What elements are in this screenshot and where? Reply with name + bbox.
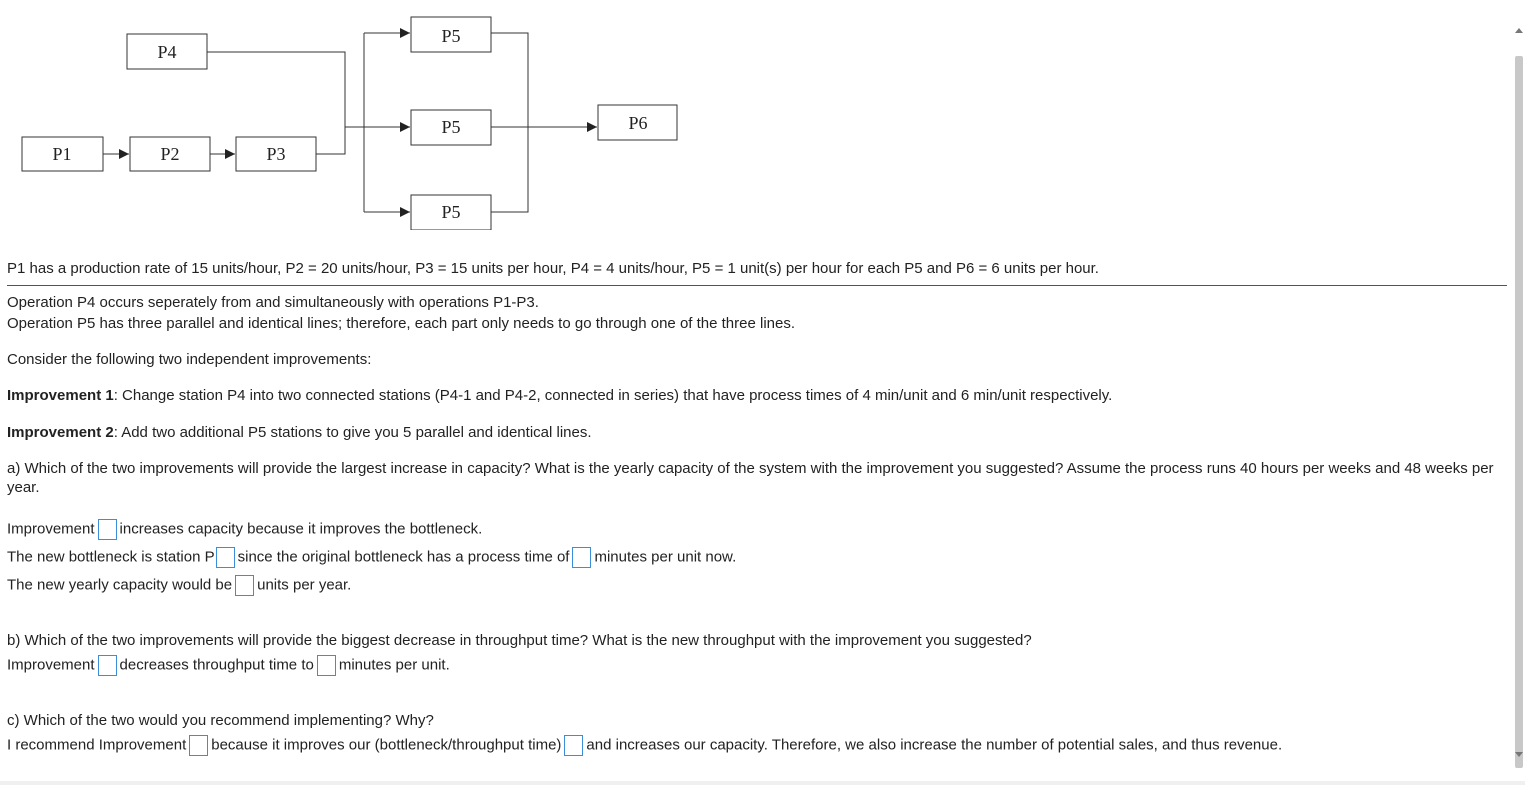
label-p2: P2 bbox=[160, 144, 180, 164]
question-a: a) Which of the two improvements will provide the largest increase in capacity? What is the yearly capacity of the system with the improvement you suggested? Assume the process runs 40 hours per weeks and 48 weeks per year. bbox=[7, 460, 1494, 496]
label-p4: P4 bbox=[157, 42, 177, 62]
label-p1: P1 bbox=[52, 144, 72, 164]
divider bbox=[7, 285, 1507, 286]
answer-a-line-2 bbox=[7, 547, 736, 568]
answer-b-post: minutes per unit. bbox=[338, 656, 450, 674]
recommend-improvement-input[interactable] bbox=[189, 735, 208, 756]
answer-b-pre: Improvement bbox=[7, 656, 95, 674]
label-p5-bot: P5 bbox=[441, 202, 461, 222]
answer-a-line-3 bbox=[7, 575, 351, 596]
scroll-down-icon[interactable] bbox=[1515, 752, 1523, 757]
answer-b-mid: decreases throughput time to bbox=[119, 656, 314, 674]
connector-p4 bbox=[207, 52, 345, 127]
answer-a-l3-post: units per year. bbox=[257, 576, 352, 594]
connector-p3 bbox=[316, 127, 345, 154]
throughput-time-input[interactable] bbox=[317, 655, 336, 676]
improvement-1 bbox=[7, 386, 1112, 405]
yearly-capacity-input[interactable] bbox=[235, 575, 254, 596]
join-p5-top bbox=[491, 33, 528, 212]
label-p5-top: P5 bbox=[441, 26, 461, 46]
answer-a-l2-mid: since the original bottleneck has a process time of bbox=[237, 548, 570, 566]
bottom-edge bbox=[0, 781, 1525, 785]
scroll-thumb[interactable] bbox=[1515, 56, 1523, 768]
answer-a-l2-pre: The new bottleneck is station P bbox=[7, 548, 215, 566]
answer-c-line bbox=[7, 735, 1282, 756]
answer-a-l1-post: increases capacity because it improves the bottleneck. bbox=[119, 520, 483, 538]
answer-c-mid: because it improves our (bottleneck/throughput time) bbox=[211, 736, 562, 754]
improvement-2-text: : Add two additional P5 stations to give you 5 parallel and identical lines. bbox=[113, 424, 592, 441]
rates-text: P1 has a production rate of 15 units/hour, P2 = 20 units/hour, P3 = 15 units per hour, P4 = 4 units/hour, P5 = 1 unit(s) per hour for each P5 and P6 = 6 units per hour. bbox=[7, 260, 1099, 277]
original-bottleneck-time-input[interactable] bbox=[572, 547, 591, 568]
answer-a-l3-pre: The new yearly capacity would be bbox=[7, 576, 233, 594]
bottleneck-throughput-input[interactable] bbox=[564, 735, 583, 756]
answer-a-l2-post: minutes per unit now. bbox=[594, 548, 737, 566]
answer-a-line-1 bbox=[7, 519, 482, 540]
answer-c-post: and increases our capacity. Therefore, we also increase the number of potential sales, and thus revenue. bbox=[586, 736, 1283, 754]
answer-c-pre: I recommend Improvement bbox=[7, 736, 187, 754]
answer-improvement-capacity-input[interactable] bbox=[98, 519, 117, 540]
note-p5: Operation P5 has three parallel and identical lines; therefore, each part only needs to go through one of the three lines. bbox=[7, 315, 796, 332]
note-p4: Operation P4 occurs seperately from and simultaneously with operations P1-P3. bbox=[7, 294, 539, 311]
improvement-2 bbox=[7, 423, 592, 442]
question-c: c) Which of the two would you recommend implementing? Why? bbox=[7, 712, 434, 729]
improvement-1-text: : Change station P4 into two connected stations (P4-1 and P4-2, connected in series) that have process times of 4 min/unit and 6 min/unit respectively. bbox=[113, 387, 1113, 404]
answer-a-l1-pre: Improvement bbox=[7, 520, 95, 538]
improvement-2-label: Improvement 2 bbox=[7, 424, 114, 441]
vertical-scrollbar[interactable] bbox=[1512, 18, 1525, 768]
label-p3: P3 bbox=[266, 144, 286, 164]
process-flow-diagram bbox=[0, 0, 700, 230]
answer-b-line bbox=[7, 655, 450, 676]
question-b: b) Which of the two improvements will provide the biggest decrease in throughput time? What is the new throughput with the improvement you suggested? bbox=[7, 632, 1032, 649]
new-bottleneck-station-input[interactable] bbox=[216, 547, 235, 568]
scroll-up-icon[interactable] bbox=[1515, 28, 1523, 33]
label-p5-mid: P5 bbox=[441, 117, 461, 137]
answer-improvement-throughput-input[interactable] bbox=[98, 655, 117, 676]
label-p6: P6 bbox=[628, 113, 648, 133]
improvement-1-label: Improvement 1 bbox=[7, 387, 114, 404]
consider-text: Consider the following two independent improvements: bbox=[7, 351, 372, 368]
